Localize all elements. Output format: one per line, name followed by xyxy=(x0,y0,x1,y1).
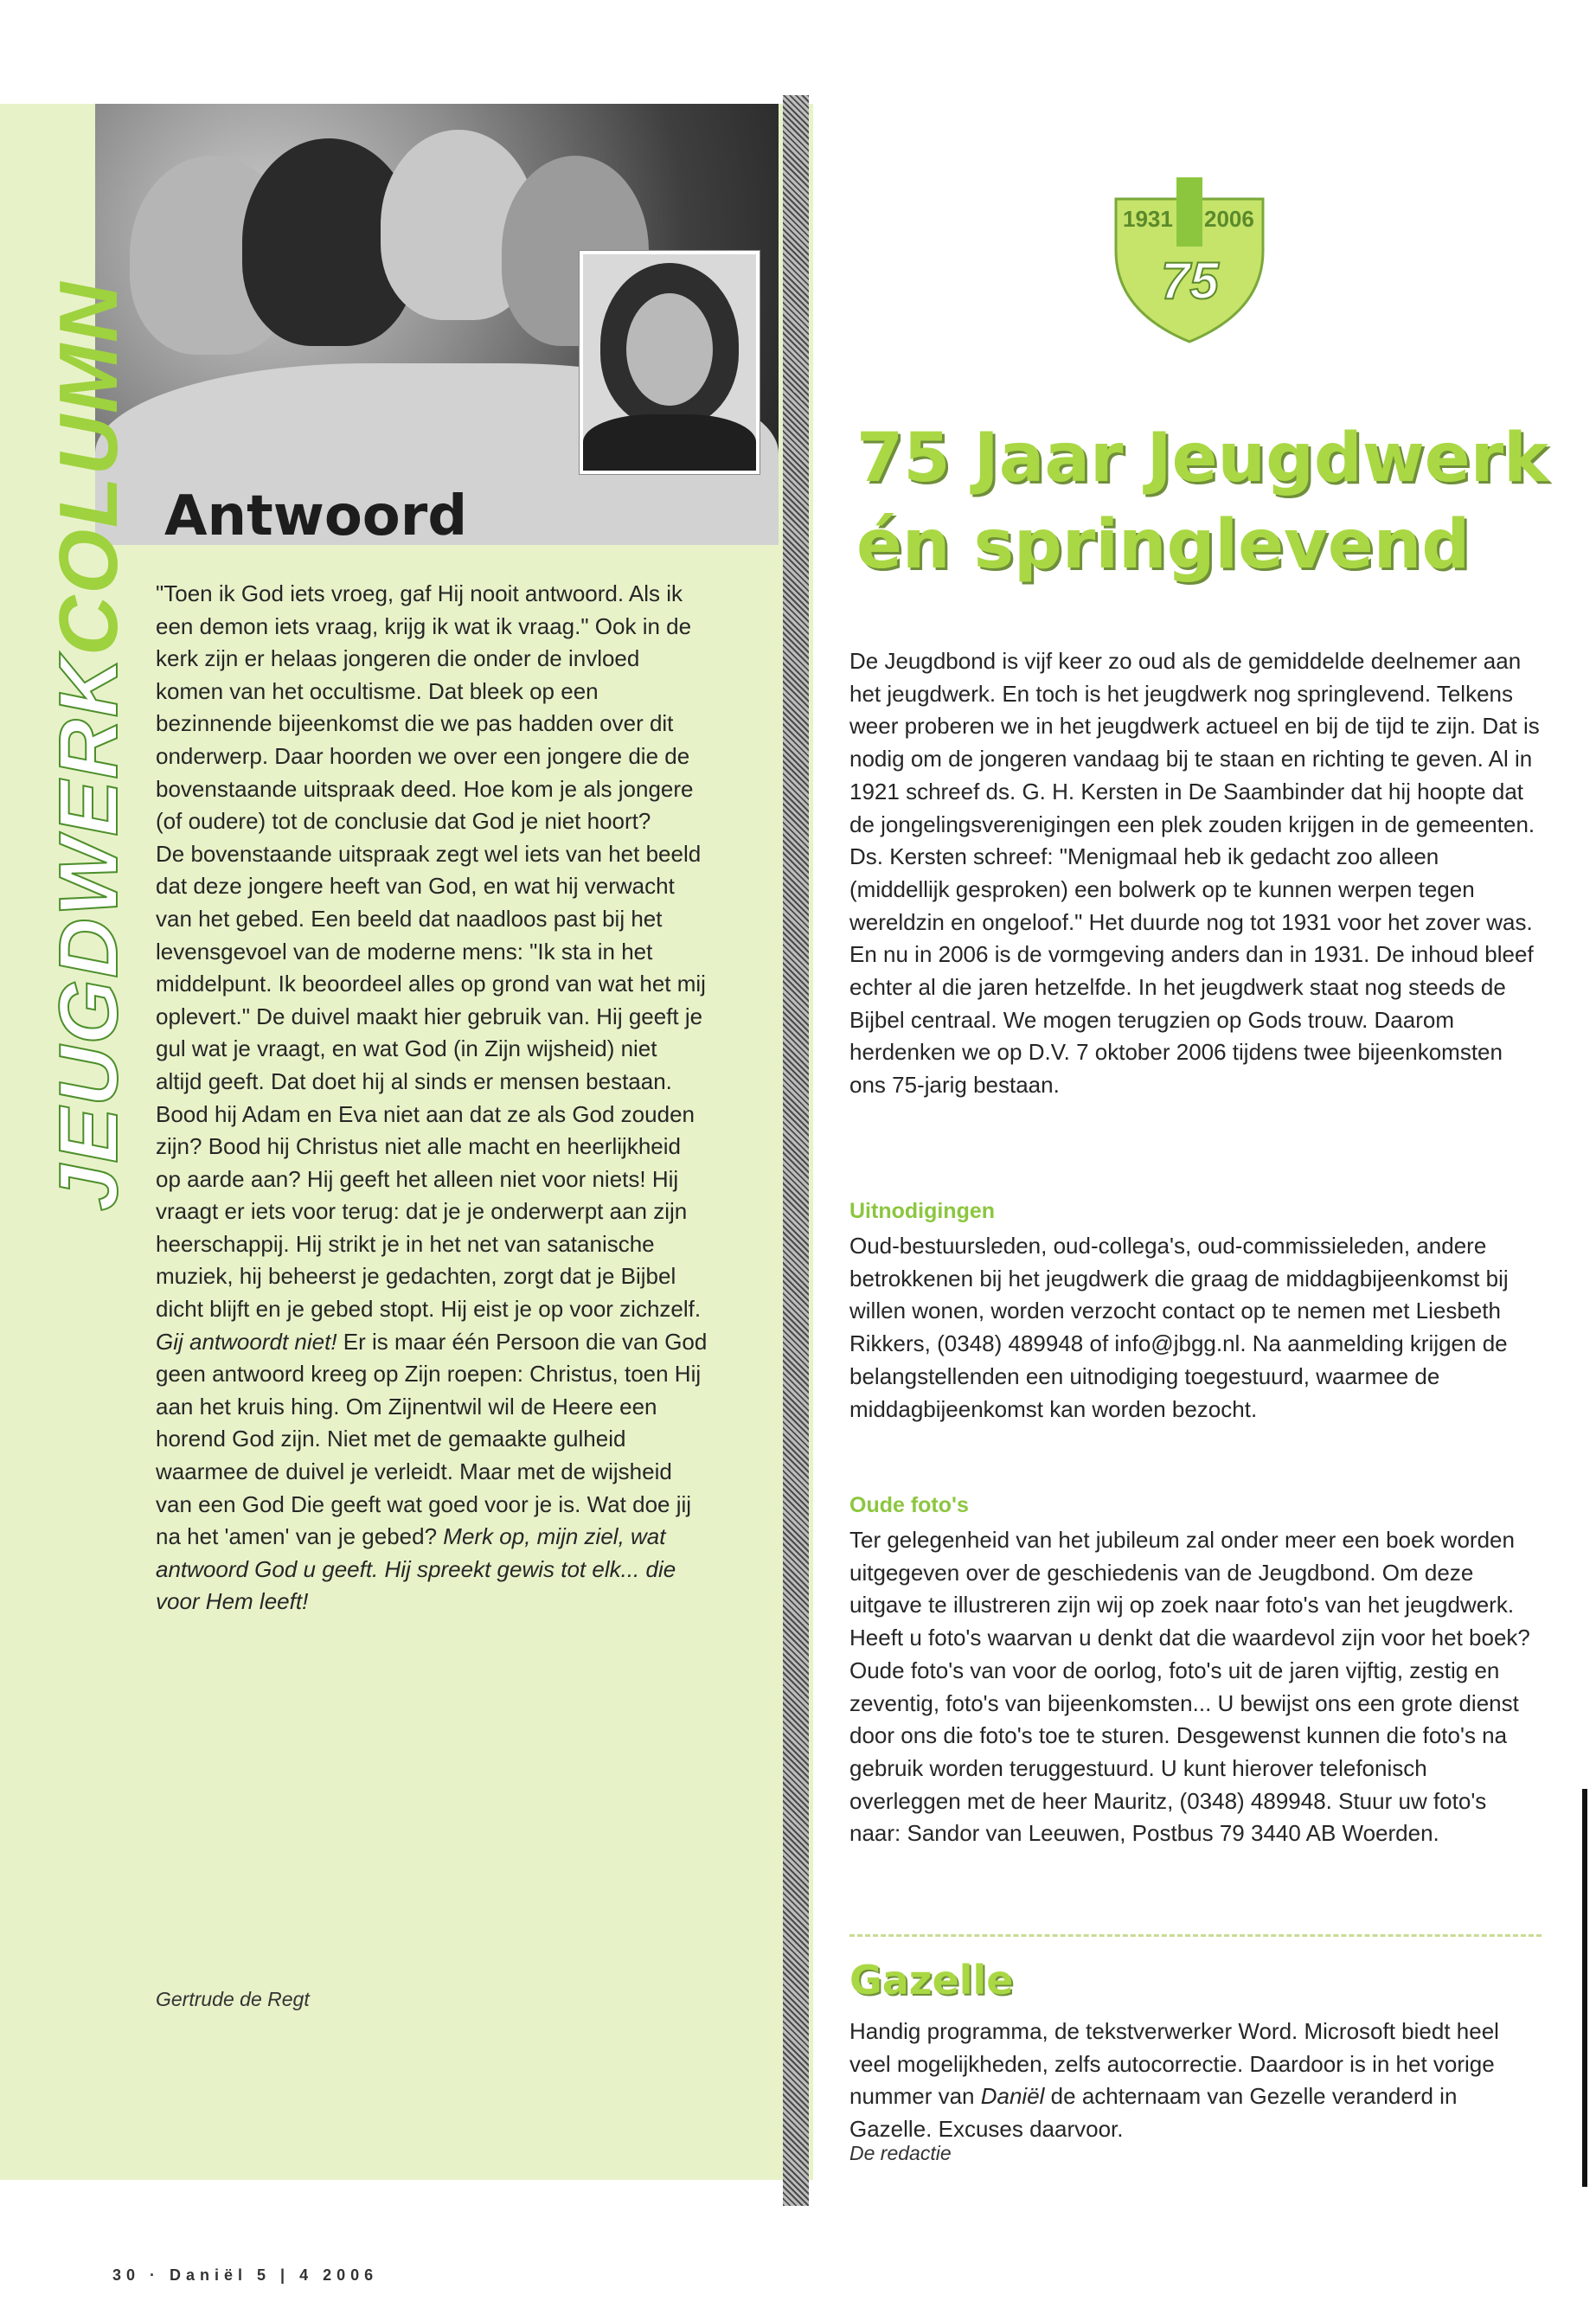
section-divider xyxy=(849,1934,1542,1937)
column-italic-quote-2: Merk op, mijn ziel, wat antwoord God u geeft. Hij spreekt gewis tot elk... die voor Hem leeft! xyxy=(156,1523,676,1615)
page-folio: 30 · Daniël 5 | 4 2006 xyxy=(112,2266,379,2284)
column-italic-quote-1: Gij antwoordt niet! xyxy=(156,1328,337,1355)
gazelle-heading: Gazelle xyxy=(849,1957,1014,2003)
old-photos-text: Ter gelegenheid van het jubileum zal onder meer een boek worden uitgegeven over de geschiedenis van de Jeugdbond. Om deze uitgave te illustreren zijn wij op zoek naar foto's van het jeugdwerk. Heeft u foto's waarvan u denkt dat die waardevol zijn voor het boek? Oude foto's van voor de oorlog, foto's uit de jaren vijftig, zestig en zeventig, foto's van bijeenkomsten... U bewijst ons een grote dienst door ons die foto's toe te sturen. Desgewenst kunnen die foto's na gebruik worden teruggestuurd. U kunt hierover telefonisch overleggen met de heer Mauritz, (0348) 489948. Stuur uw foto's naar: Sandor van Leeuwen, Postbus 79 3440 AB Woerden. xyxy=(849,1527,1530,1847)
subheading-invitations: Uitnodigingen xyxy=(849,1199,996,1223)
gazelle-text xyxy=(849,2016,1542,2146)
article-heading xyxy=(856,415,1566,588)
subheading-old-photos: Oude foto's xyxy=(849,1493,969,1517)
column-heading: Antwoord xyxy=(164,484,468,548)
gazelle-signature: De redactie xyxy=(849,2142,952,2164)
gazelle-magazine-name: Daniël xyxy=(980,2083,1045,2110)
invitations-text: Oud-bestuursleden, oud-collega's, oud-commissieleden, andere betrokkenen bij het jeugdwerk die graag de middagbijeenkomst bij willen wonen, worden verzocht contact op te nemen met Liesbeth Rikkers, (0348) 489948 of info@jbgg.nl. Na aanmelding krijgen de belangstellenden een uitnodiging toegestuurd, waarmee de middagbijeenkomst kan worden bezocht. xyxy=(849,1233,1509,1422)
article-heading-line-2: én springlevend xyxy=(856,506,1471,584)
logo-year-left: 1931 xyxy=(1123,206,1173,232)
article-heading-line-1: 75 Jaar Jeugdwerk xyxy=(856,420,1549,497)
column-paragraph-3 xyxy=(156,1326,709,1618)
left-page-panel xyxy=(0,104,813,2284)
logo-number: 75 xyxy=(1161,252,1219,310)
column-author-signature: Gertrude de Regt xyxy=(156,1988,310,2010)
vertical-title-column: COLUMN xyxy=(42,280,135,656)
column-paragraph-1: "Toen ik God iets vroeg, gaf Hij nooit antwoord. Als ik een demon iets vraag, krijg ik wat ik vraag." Ook in de kerk zijn er helaas jongeren die onder de invloed komen van het occultisme. Dat bleek op een bezinnende bijeenkomst die we pas hadden over dit onderwerp. Daar hoorden we over een jongere die de bovenstaande uitspraak deed. Hoe kom je als jongere (of oudere) tot de conclusie dat God je niet hoort? xyxy=(156,580,694,835)
page-edge-marker xyxy=(1582,1789,1587,2187)
column-paragraph-3-text: Er is maar één Persoon die van God geen antwoord kreeg op Zijn roepen: Christus, toen Hij aan het kruis hing. Om Zijnentwil wil de Heere een horend God zijn. Niet met de gemaakte gulheid waarmee de duivel je verleidt. Maar met de wijsheid van een God Die geeft wat goed voor je is. Wat doe jij na het 'amen' van je gebed? xyxy=(156,1328,708,1550)
column-body xyxy=(156,578,709,1618)
vertical-title-jeugdwerk: JEUGDWERK xyxy=(42,655,135,1211)
gazelle-text-part-1: Handig programma, de tekstverwerker Word. Microsoft biedt heel veel mogelijkheden, zelfs autocorrectie. Daardoor is in het vorige nummer van xyxy=(849,2018,1499,2110)
author-portrait-photo xyxy=(580,251,760,474)
anniversary-shield-logo xyxy=(1107,173,1272,346)
gazelle-text-part-2: de achternaam van Gezelle veranderd in Gazelle. Excuses daarvoor. xyxy=(849,2083,1458,2143)
logo-year-right: 2006 xyxy=(1204,206,1254,232)
article-intro: De Jeugdbond is vijf keer zo oud als de gemiddelde deelnemer aan het jeugdwerk. En toch is het jeugdwerk nog springlevend. Telkens weer proberen we in het jeugdwerk actueel en bij de tijd te zijn. Dat is nodig om de jongeren vandaag bij te staan en richting te geven. Al in 1921 schreef ds. G. H. Kersten in De Saambinder dat hij hoopte dat de jongelingsverenigingen een plek zouden krijgen in de gemeenten. Ds. Kersten schreef: "Menigmaal heb ik gedacht zoo alleen (middellijk gesproken) een bolwerk op te kunnen werpen tegen wereldzin en ongeloof." Het duurde nog tot 1931 voor het zover was. En nu in 2006 is de vormgeving anders dan in 1931. De inhoud bleef echter al die jaren hetzelfde. In het jeugdwerk staat nog steeds de Bijbel centraal. We mogen terugzien op Gods trouw. Daarom herdenken we op D.V. 7 oktober 2006 tijdens twee bijeenkomsten ons 75-jarig bestaan. xyxy=(849,648,1540,1099)
page-spine-shadow xyxy=(783,95,809,2206)
column-paragraph-2: De bovenstaande uitspraak zegt wel iets van het beeld dat deze jongere heeft van God, en wat hij verwacht van het gebed. Een beeld dat naadloos past bij het levensgevoel van de moderne mens: "Ik sta in het middelpunt. Ik beoordeel alles op grond van wat het mij oplevert." De duivel maakt hier gebruik van. Hij geeft je gul wat je vraagt, en wat God (in Zijn wijsheid) niet altijd geeft. Dat doet hij al sinds er mensen bestaan. Bood hij Adam en Eva niet aan dat ze als God zouden zijn? Bood hij Christus niet alle macht en heerlijkheid op aarde aan? Hij geeft het alleen niet voor niets! Hij vraagt er iets voor terug: dat je je onderwerpt aan zijn heerschappij. Hij strikt je in het net van satanische muziek, hij beheerst je gedachten, zorgt dat je Bijbel dicht blijft en je gebed stopt. Hij eist je op voor zichzelf. xyxy=(156,840,706,1323)
